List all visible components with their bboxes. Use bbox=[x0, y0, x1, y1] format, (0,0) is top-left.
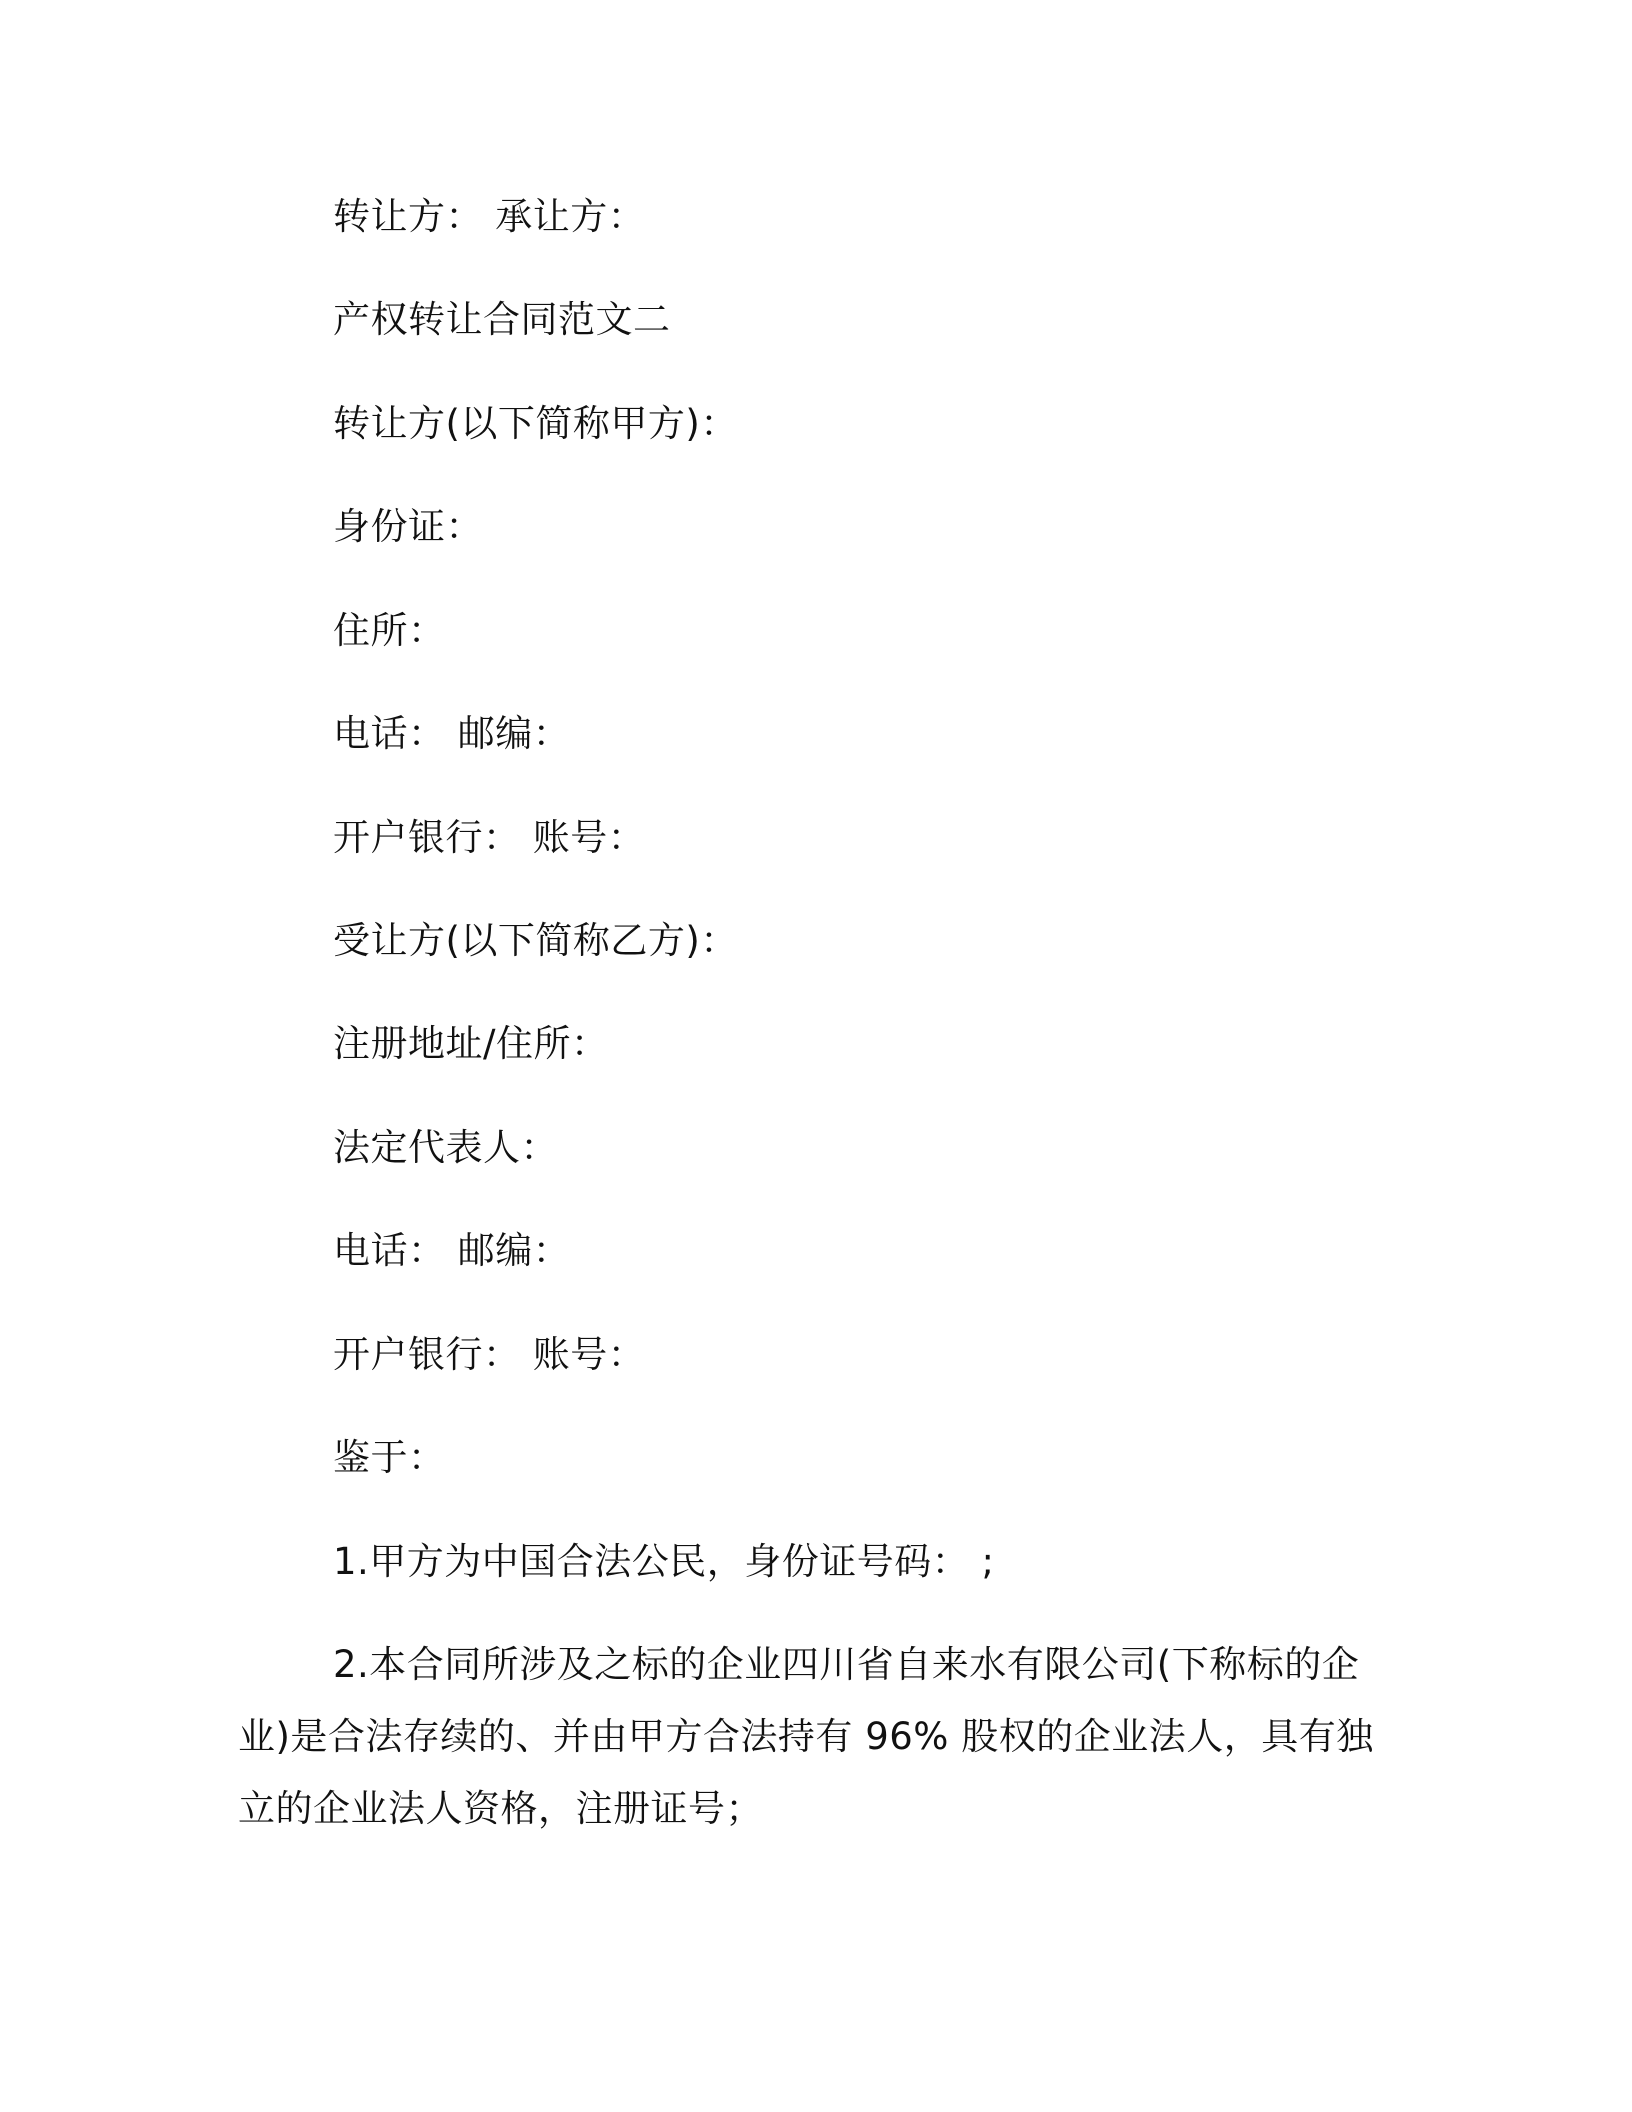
clause-1: 1.甲方为中国合法公民，身份证号码： ; bbox=[333, 1540, 995, 1583]
bank-account-line-b: 开户银行： 账号： bbox=[333, 1333, 646, 1376]
party-b-line: 受让方(以下简称乙方)： bbox=[333, 919, 738, 962]
phone-postcode-line-a: 电话： 邮编： bbox=[333, 712, 571, 755]
phone-postcode-line-b: 电话： 邮编： bbox=[333, 1229, 571, 1272]
clause-2-paragraph: 2.本合同所涉及之标的企业四川省自来水有限公司(下称标的企业)是合法存续的、并由甲方合法持有 96% 股权的企业法人，具有独立的企业法人资格，注册证号； bbox=[238, 1643, 1374, 1830]
residence-line: 住所： bbox=[333, 609, 446, 652]
id-card-line: 身份证： bbox=[333, 505, 483, 548]
registered-address-line: 注册地址/住所： bbox=[333, 1022, 609, 1065]
party-a-line: 转让方(以下简称甲方)： bbox=[333, 402, 738, 445]
whereas-heading: 鉴于： bbox=[333, 1436, 446, 1479]
legal-representative-line: 法定代表人： bbox=[333, 1126, 558, 1169]
document-title: 产权转让合同范文二 bbox=[333, 298, 671, 341]
transferor-transferee-line: 转让方： 承让方： bbox=[333, 195, 646, 238]
bank-account-line-a: 开户银行： 账号： bbox=[333, 816, 646, 859]
